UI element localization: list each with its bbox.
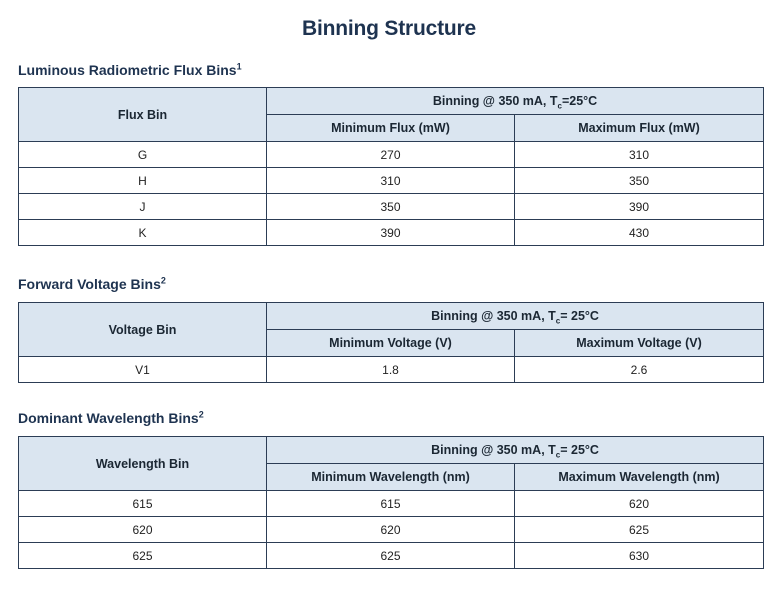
page-title: Binning Structure	[302, 17, 476, 40]
min-voltage-header: Minimum Voltage (V)	[267, 330, 515, 357]
min-cell: 310	[267, 168, 515, 194]
condition-subscript: c	[555, 450, 561, 460]
wavelength-bins-footnote: 2	[198, 409, 204, 420]
wavelength-bins-heading	[18, 410, 204, 426]
condition-prefix: Binning @ 350 mA, T	[431, 443, 556, 457]
voltage-bin-header: Voltage Bin	[19, 303, 267, 357]
condition-suffix: = 25°C	[560, 309, 599, 323]
bin-cell: J	[19, 194, 267, 220]
min-flux-header: Minimum Flux (mW)	[267, 115, 515, 142]
condition-subscript: c	[555, 316, 561, 326]
condition-prefix: Binning @ 350 mA, T	[431, 309, 556, 323]
bin-cell: 620	[19, 517, 267, 543]
flux-bins-heading-text: Luminous Radiometric Flux Bins	[18, 62, 237, 78]
bin-cell: K	[19, 220, 267, 246]
min-wavelength-header: Minimum Wavelength (nm)	[267, 464, 515, 491]
table-row	[19, 491, 764, 517]
min-cell: 350	[267, 194, 515, 220]
max-cell: 620	[515, 491, 764, 517]
table-header-row	[19, 303, 764, 330]
binning-condition-header	[267, 88, 764, 115]
voltage-bins-heading	[18, 276, 166, 292]
max-wavelength-header: Maximum Wavelength (nm)	[515, 464, 764, 491]
table-row	[19, 168, 764, 194]
table-header-row	[19, 88, 764, 115]
bin-cell: H	[19, 168, 267, 194]
max-cell: 350	[515, 168, 764, 194]
binning-condition-header	[267, 437, 764, 464]
max-flux-header: Maximum Flux (mW)	[515, 115, 764, 142]
max-cell: 630	[515, 543, 764, 569]
condition-suffix: =25°C	[561, 94, 598, 108]
max-cell: 625	[515, 517, 764, 543]
min-cell: 1.8	[267, 357, 515, 383]
voltage-bins-heading-text: Forward Voltage Bins	[18, 276, 161, 292]
voltage-bins-table	[18, 302, 764, 383]
table-row	[19, 357, 764, 383]
max-cell: 2.6	[515, 357, 764, 383]
table-row	[19, 517, 764, 543]
condition-subscript: c	[557, 101, 562, 111]
bin-cell: V1	[19, 357, 267, 383]
min-cell: 270	[267, 142, 515, 168]
table-row	[19, 543, 764, 569]
table-header-row	[19, 437, 764, 464]
binning-condition-header	[267, 303, 764, 330]
max-cell: 310	[515, 142, 764, 168]
table-row	[19, 194, 764, 220]
condition-prefix: Binning @ 350 mA, T	[432, 94, 558, 108]
min-cell: 390	[267, 220, 515, 246]
bin-cell: 615	[19, 491, 267, 517]
bin-cell: 625	[19, 543, 267, 569]
flux-bins-footnote: 1	[236, 61, 242, 72]
min-cell: 615	[267, 491, 515, 517]
wavelength-bins-heading-text: Dominant Wavelength Bins	[18, 410, 199, 426]
condition-suffix: = 25°C	[560, 443, 599, 457]
table-row	[19, 220, 764, 246]
voltage-bins-footnote: 2	[160, 275, 166, 286]
max-cell: 390	[515, 194, 764, 220]
flux-bins-table	[18, 87, 764, 246]
max-voltage-header: Maximum Voltage (V)	[515, 330, 764, 357]
flux-bin-header: Flux Bin	[19, 88, 267, 142]
max-cell: 430	[515, 220, 764, 246]
wavelength-bins-table	[18, 436, 764, 569]
flux-bins-heading	[18, 62, 242, 78]
bin-cell: G	[19, 142, 267, 168]
wavelength-bin-header: Wavelength Bin	[19, 437, 267, 491]
min-cell: 625	[267, 543, 515, 569]
min-cell: 620	[267, 517, 515, 543]
table-row	[19, 142, 764, 168]
